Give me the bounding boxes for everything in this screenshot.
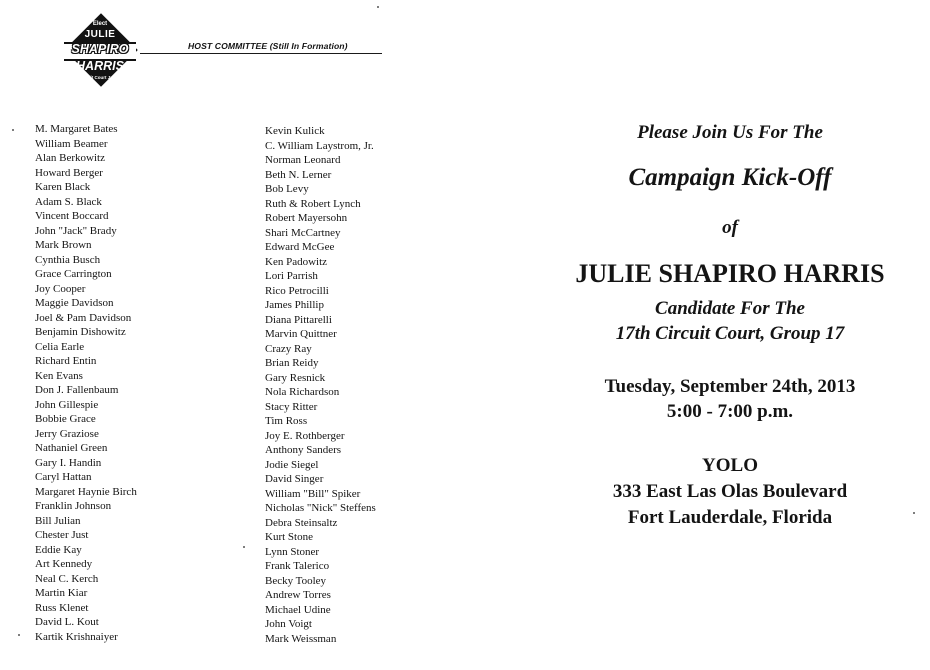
host-name: Kartik Krishnaiyer <box>35 630 118 643</box>
host-name: Chester Just <box>35 529 89 541</box>
scan-speck <box>243 546 245 548</box>
host-name: Kevin Kulick <box>265 125 325 137</box>
host-name: Diana Pittarelli <box>265 313 332 326</box>
host-name: Grace Carrington <box>35 268 112 280</box>
host-name: Cynthia Busch <box>35 253 101 266</box>
host-name: Adam S. Black <box>35 195 102 208</box>
host-name: David L. Kout <box>35 616 99 628</box>
event-time: 5:00 - 7:00 p.m. <box>666 401 794 422</box>
host-name: Karen Black <box>35 181 91 193</box>
host-name: Mark Weissman <box>265 632 337 645</box>
host-name: Ken Evans <box>35 369 83 382</box>
host-name: Howard Berger <box>35 166 103 179</box>
host-name: William Beamer <box>35 137 108 150</box>
host-name: William "Bill" Spiker <box>265 487 361 500</box>
host-name: Caryl Hattan <box>35 471 92 483</box>
host-name: Alan Berkowitz <box>35 152 105 164</box>
scan-speck <box>12 129 14 131</box>
host-name: Stacy Ritter <box>265 400 318 413</box>
host-name: Nola Richardson <box>265 386 340 398</box>
logo-middle-name: SHAPIRO <box>71 42 129 56</box>
host-name: C. William Laystrom, Jr. <box>265 139 374 152</box>
scan-speck <box>377 6 379 8</box>
host-name: Franklin Johnson <box>35 500 112 512</box>
host-name: Kurt Stone <box>265 531 313 543</box>
host-name: David Singer <box>265 473 324 485</box>
host-name: Martin Kiar <box>35 587 88 599</box>
campaign-logo <box>60 9 140 89</box>
host-name: Andrew Torres <box>265 589 331 601</box>
candidate-line-2: 17th Circuit Court, Group 17 <box>615 323 845 344</box>
host-name: Neal C. Kerch <box>35 572 99 585</box>
host-name: Edward McGee <box>265 241 335 253</box>
of-text: of <box>722 217 738 238</box>
address-line-2: Fort Lauderdale, Florida <box>627 507 833 528</box>
host-list-left <box>35 122 137 644</box>
host-name: John Gillespie <box>35 398 99 411</box>
scan-speck <box>18 634 20 636</box>
host-name: Mark Brown <box>35 239 92 251</box>
host-name: Rico Petrocilli <box>265 284 329 297</box>
host-name: M. Margaret Bates <box>35 123 118 135</box>
heading-rule <box>140 53 382 54</box>
scan-speck <box>913 512 915 514</box>
host-name: Don J. Fallenbaum <box>35 384 119 396</box>
host-name: Joy Cooper <box>35 282 86 295</box>
host-list-right <box>265 124 376 646</box>
host-name: Benjamin Dishowitz <box>35 326 126 338</box>
host-name: Michael Udine <box>265 603 331 616</box>
host-name: Ruth & Robert Lynch <box>265 197 361 210</box>
address-line-1: 333 East Las Olas Boulevard <box>612 481 848 502</box>
host-name: Margaret Haynie Birch <box>35 485 137 498</box>
host-name: Frank Talerico <box>265 560 330 572</box>
host-name: Tim Ross <box>265 415 308 427</box>
host-name: John Voigt <box>265 618 312 630</box>
candidate-name: JULIE SHAPIRO HARRIS <box>575 259 885 288</box>
host-name: Joel & Pam Davidson <box>35 311 132 324</box>
host-name: Norman Leonard <box>265 154 341 166</box>
host-name: Lynn Stoner <box>265 545 320 558</box>
host-name: Robert Mayersohn <box>265 212 348 224</box>
host-name: Lori Parrish <box>265 270 318 282</box>
host-name: John "Jack" Brady <box>35 224 117 237</box>
logo-first-name: JULIE <box>84 29 116 40</box>
host-name: Brian Reidy <box>265 357 319 369</box>
host-name: Eddie Kay <box>35 543 82 556</box>
venue-name: YOLO <box>702 455 758 476</box>
host-name: Vincent Boccard <box>35 210 109 222</box>
host-name: Beth N. Lerner <box>265 168 332 181</box>
host-name: Celia Earle <box>35 340 85 353</box>
host-name: Debra Steinsaltz <box>265 516 338 529</box>
logo-office-text: Circuit Court Judge <box>78 75 121 80</box>
host-name: Nathaniel Green <box>35 442 108 454</box>
host-name: Bill Julian <box>35 514 81 527</box>
host-name: Gary Resnick <box>265 371 326 384</box>
candidate-line-1: Candidate For The <box>655 298 805 319</box>
host-committee-heading: HOST COMMITTEE (Still In Formation) <box>188 41 348 51</box>
host-name: Crazy Ray <box>265 342 312 355</box>
host-name: Ken Padowitz <box>265 255 328 268</box>
host-name: Jerry Graziose <box>35 427 99 440</box>
host-name: Joy E. Rothberger <box>265 429 345 442</box>
host-name: Russ Klenet <box>35 601 89 614</box>
host-name: Marvin Quittner <box>265 328 337 340</box>
host-name: Bobbie Grace <box>35 413 96 425</box>
host-name: Bob Levy <box>265 183 309 195</box>
event-title: Campaign Kick-Off <box>628 164 832 191</box>
event-date: Tuesday, September 24th, 2013 <box>604 376 856 397</box>
host-name: Art Kennedy <box>35 558 93 570</box>
host-name: Shari McCartney <box>265 226 341 239</box>
invitation-intro: Please Join Us For The <box>637 122 823 143</box>
logo-elect-text: Elect <box>92 21 108 27</box>
host-name: Anthony Sanders <box>265 444 342 456</box>
logo-last-name: HARRIS <box>76 59 124 73</box>
host-name: Becky Tooley <box>265 574 327 587</box>
host-name: Nicholas "Nick" Steffens <box>265 502 376 514</box>
host-name: Gary I. Handin <box>35 456 102 469</box>
host-name: James Phillip <box>265 299 324 311</box>
host-name: Richard Entin <box>35 355 97 367</box>
host-name: Jodie Siegel <box>265 458 319 471</box>
host-name: Maggie Davidson <box>35 297 114 309</box>
